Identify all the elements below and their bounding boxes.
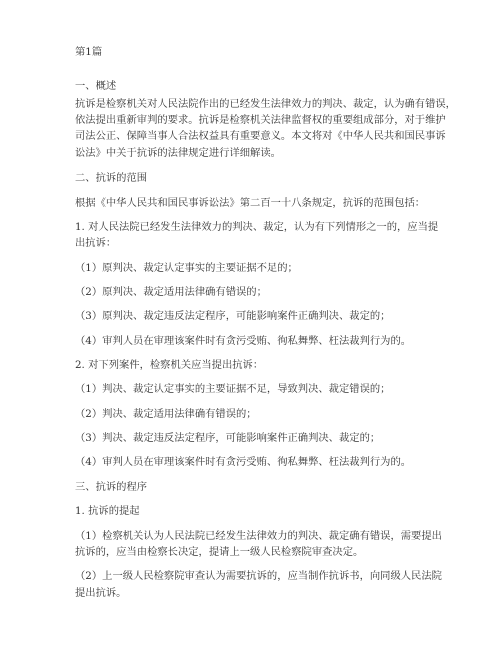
section-heading-procedure: 三、抗诉的程序 <box>75 481 148 493</box>
scope-intro: 根据《中华人民共和国民事诉讼法》第二百一十八条规定，抗诉的范围包括： <box>75 197 426 209</box>
scope-item-2-sub: （1）判决、裁定认定事实的主要证据不足，导致判决、裁定错误的； <box>75 383 391 395</box>
scope-item-1-line: 出抗诉： <box>75 237 117 249</box>
scope-item-1-sub: （2）原判决、裁定适用法律确有错误的； <box>75 286 267 298</box>
scope-item-2-sub: （3）判决、裁定违反法定程序，可能影响案件正确判决、裁定的； <box>75 432 381 444</box>
part-label: 第1篇 <box>75 46 103 58</box>
overview-paragraph-line: 讼法》中关于抗诉的法律规定进行详细解读。 <box>75 147 281 159</box>
section-heading-overview: 一、概述 <box>75 80 117 92</box>
section-heading-scope: 二、抗诉的范围 <box>75 172 148 184</box>
procedure-para-2-line: （2）上一级人民检察院审查认为需要抗诉的，应当制作抗诉书，向同级人民法院 <box>75 570 442 582</box>
scope-item-2: 2. 对下列案件，检察机关应当提出抗诉： <box>75 359 264 371</box>
scope-item-1-sub: （1）原判决、裁定认定事实的主要证据不足的； <box>75 262 298 274</box>
overview-paragraph-line: 抗诉是检察机关对人民法院作出的已经发生法律效力的判决、裁定，认为确有错误， <box>75 98 456 110</box>
scope-item-1-sub: （3）原判决、裁定违反法定程序，可能影响案件正确判决、裁定的； <box>75 310 391 322</box>
procedure-item-1: 1. 抗诉的提起 <box>75 505 140 517</box>
procedure-para-2-line: 提出抗诉。 <box>75 587 127 599</box>
scope-item-2-sub: （2）判决、裁定适用法律确有错误的； <box>75 408 257 420</box>
scope-item-1-line: 1. 对人民法院已经发生法律效力的判决、裁定，认为有下列情形之一的，应当提 <box>75 221 439 233</box>
overview-paragraph-line: 司法公正、保障当事人合法权益具有重要意义。本文将对《中华人民共和国民事诉 <box>75 130 446 142</box>
scope-item-1-sub: （4）审判人员在审理该案件时有贪污受贿、徇私舞弊、枉法裁判行为的。 <box>75 335 412 347</box>
procedure-para-1-line: （1）检察机关认为人民法院已经发生法律效力的判决、裁定确有错误，需要提出 <box>75 530 442 542</box>
procedure-para-1-line: 抗诉的，应当由检察长决定，提请上一级人民检察院审查决定。 <box>75 546 364 558</box>
overview-paragraph-line: 依法提出重新审判的要求。抗诉是检察机关法律监督权的重要组成部分，对于维护 <box>75 114 446 126</box>
scope-item-2-sub: （4）审判人员在审理该案件时有贪污受贿、徇私舞弊、枉法裁判行为的。 <box>75 456 412 468</box>
